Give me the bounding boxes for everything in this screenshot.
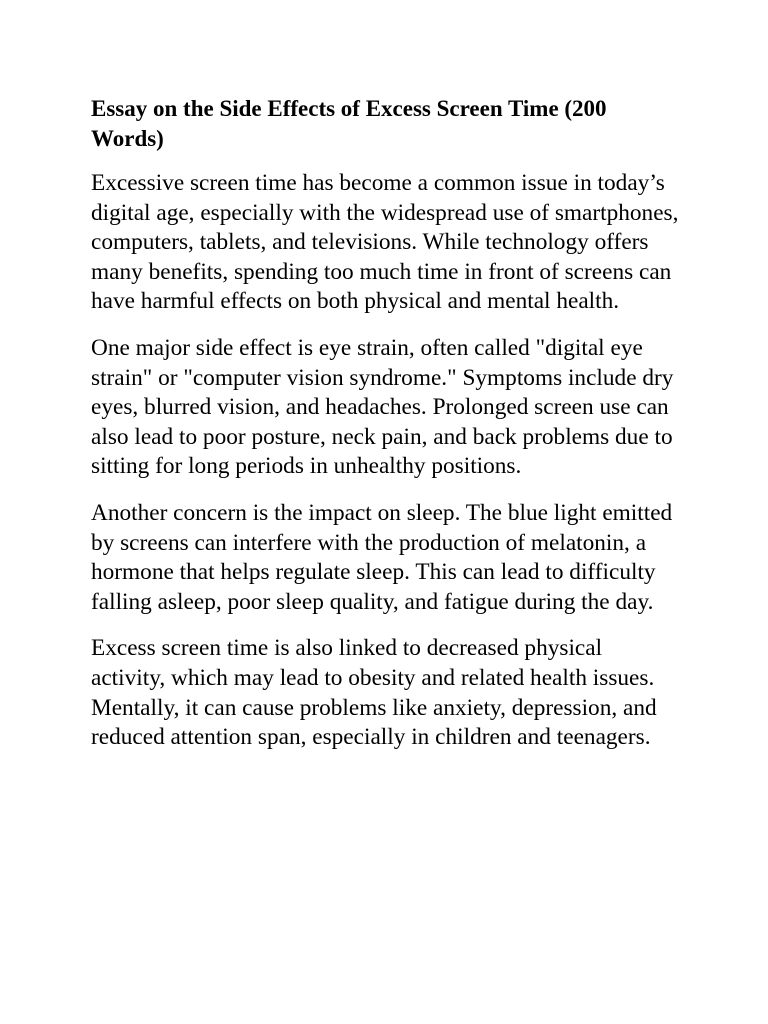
paragraph-eye-strain: One major side effect is eye strain, often called "digital eye strain" or "computer vision syndrome." Symptoms include dry eyes, blurred vision, and headaches. Prolonged screen use can also lead to poor posture, neck pain, and back problems due to sitting for long periods in unhealthy positions. (91, 334, 674, 480)
paragraph-sleep: Another concern is the impact on sleep. The blue light emitted by screens can interfere with the production of melatonin, a hormone that helps regulate sleep. This can lead to difficulty falling asleep, poor sleep quality, and fatigue during the day. (91, 499, 673, 615)
essay-body (91, 94, 681, 770)
paragraph-intro: Excessive screen time has become a common issue in today’s digital age, especially with the widespread use of smartphones, computers, tablets, and televisions. While technology offers many benefits, spending too much time in front of screens can have harmful effects on both physical and mental health. (91, 170, 679, 315)
paragraph-physical-mental: Excess screen time is also linked to decreased physical activity, which may lead to obesity and related health issues. Mentally, it can cause problems like anxiety, depression, and reduced attention span, especially in children and teenagers. (91, 635, 657, 751)
essay-title: Essay on the Side Effects of Excess Screen Time (200 Words) (91, 96, 607, 151)
